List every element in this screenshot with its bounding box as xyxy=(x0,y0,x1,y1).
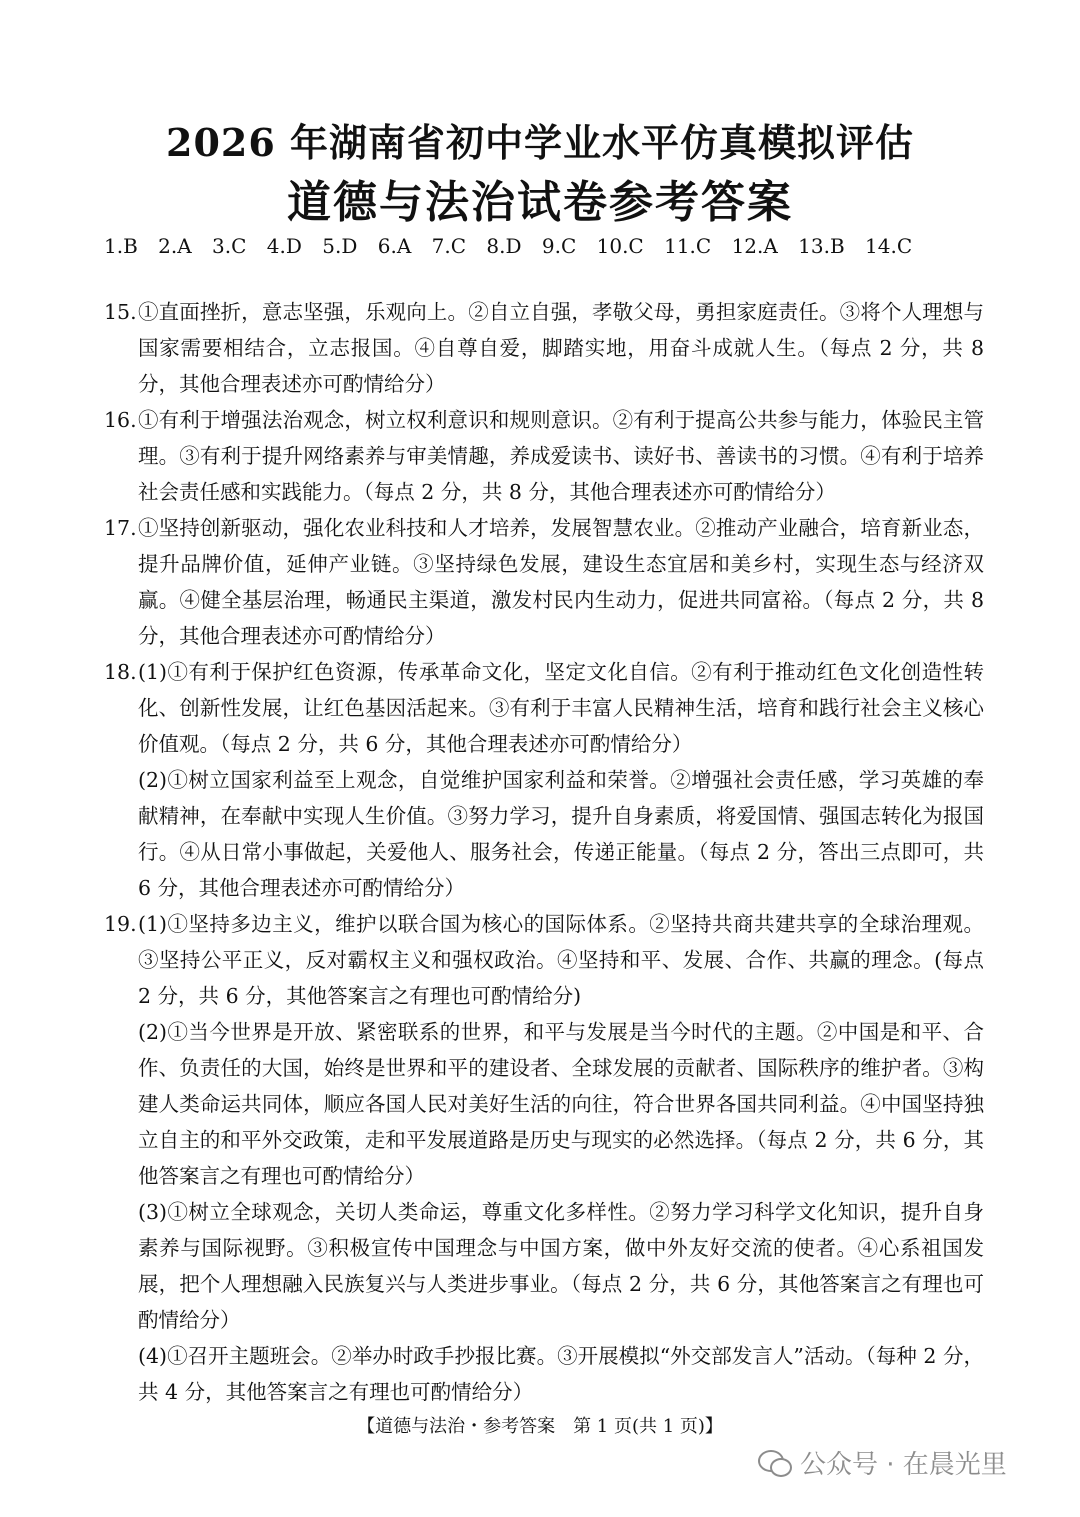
multiple-choice-answers xyxy=(104,232,1004,260)
answer-item: 6.A xyxy=(377,234,412,258)
answer-17 xyxy=(104,510,984,654)
answer-19 xyxy=(104,906,984,1014)
page-footer: 【道德与法治・参考答案 第 1 页(共 1 页)】 xyxy=(357,1416,723,1437)
answer-item: 13.B xyxy=(798,234,845,258)
answer-item: 5.D xyxy=(322,234,358,258)
answer-text: ①直面挫折，意志坚强，乐观向上。②自立自强，孝敬父母，勇担家庭责任。③将个人理想与国家需要相结合，立志报国。④自尊自爱，脚踏实地，用奋斗成就人生。（每点 2 分，共 8 分，其他合理表述亦可酌情给分） xyxy=(138,300,984,396)
answer-18 xyxy=(104,654,984,762)
page-subtitle: 道德与法治试卷参考答案 xyxy=(287,177,793,228)
answer-part-1: (1)①有利于保护红色资源，传承革命文化，坚定文化自信。②有利于推动红色文化创造性转化、创新性发展，让红色基因活起来。③有利于丰富人民精神生活，培育和践行社会主义核心价值观。（每点 2 分，共 6 分，其他合理表述亦可酌情给分） xyxy=(138,660,984,756)
page-title: 2026 年湖南省初中学业水平仿真模拟评估 xyxy=(166,120,914,165)
answer-item: 11.C xyxy=(664,234,712,258)
question-number: 15. xyxy=(104,300,137,324)
answer-item: 8.D xyxy=(486,234,522,258)
answer-item: 1.B xyxy=(104,234,138,258)
answer-16 xyxy=(104,402,984,510)
answer-item: 9.C xyxy=(541,234,577,258)
answer-item: 7.C xyxy=(431,234,467,258)
question-number: 18. xyxy=(104,660,137,684)
answer-18-part-2: (2)①树立国家利益至上观念，自觉维护国家利益和荣誉。②增强社会责任感，学习英雄的奉献精神，在奉献中实现人生价值。③努力学习，提升自身素质，将爱国情、强国志转化为报国行。④从日常小事做起，关爱他人、服务社会，传递正能量。（每点 2 分，答出三点即可，共 6 分，其他合理表述亦可酌情给分） xyxy=(138,768,984,900)
question-number: 17. xyxy=(104,516,137,540)
answer-item: 14.C xyxy=(865,234,913,258)
question-number: 16. xyxy=(104,408,137,432)
question-number: 19. xyxy=(104,912,137,936)
answer-item: 10.C xyxy=(596,234,644,258)
watermark-text: 公众号 · 在晨光里 xyxy=(800,1450,1007,1480)
answer-19-part-4: (4)①召开主题班会。②举办时政手抄报比赛。③开展模拟“外交部发言人”活动。（每种 2 分，共 4 分，其他答案言之有理也可酌情给分） xyxy=(138,1344,984,1404)
answer-text: ①有利于增强法治观念，树立权利意识和规则意识。②有利于提高公共参与能力，体验民主管理。③有利于提升网络素养与审美情趣，养成爱读书、读好书、善读书的习惯。④有利于培养社会责任感和实践能力。（每点 2 分，共 8 分，其他合理表述亦可酌情给分） xyxy=(138,408,984,504)
wechat-icon xyxy=(758,1450,790,1476)
answer-item: 4.D xyxy=(266,234,302,258)
answer-item: 2.A xyxy=(158,234,192,258)
answer-item: 12.A xyxy=(731,234,778,258)
answer-19-part-3: (3)①树立全球观念，关切人类命运，尊重文化多样性。②努力学习科学文化知识，提升自身素养与国际视野。③积极宣传中国理念与中国方案，做中外友好交流的使者。④心系祖国发展，把个人理想融入民族复兴与人类进步事业。（每点 2 分，共 6 分，其他答案言之有理也可酌情给分） xyxy=(138,1200,984,1332)
watermark xyxy=(758,1444,1007,1481)
answer-item: 3.C xyxy=(212,234,247,258)
answer-text: ①坚持创新驱动，强化农业科技和人才培养，发展智慧农业。②推动产业融合，培育新业态，提升品牌价值，延伸产业链。③坚持绿色发展，建设生态宜居和美乡村，实现生态与经济双赢。④健全基层治理，畅通民主渠道，激发村民内生动力，促进共同富裕。（每点 2 分，共 8 分，其他合理表述亦可酌情给分） xyxy=(138,516,984,648)
answer-19-part-2: (2)①当今世界是开放、紧密联系的世界，和平与发展是当今时代的主题。②中国是和平、合作、负责任的大国，始终是世界和平的建设者、全球发展的贡献者、国际秩序的维护者。③构建人类命运共同体，顺应各国人民对美好生活的向往，符合世界各国共同利益。④中国坚持独立自主的和平外交政策，走和平发展道路是历史与现实的必然选择。（每点 2 分，共 6 分，其他答案言之有理也可酌情给分） xyxy=(138,1020,984,1188)
answer-15 xyxy=(104,294,984,402)
answer-part-1: (1)①坚持多边主义，维护以联合国为核心的国际体系。②坚持共商共建共享的全球治理观。③坚持公平正义，反对霸权主义和强权政治。④坚持和平、发展、合作、共赢的理念。(每点 2 分，共 6 分，其他答案言之有理也可酌情给分) xyxy=(138,912,984,1008)
